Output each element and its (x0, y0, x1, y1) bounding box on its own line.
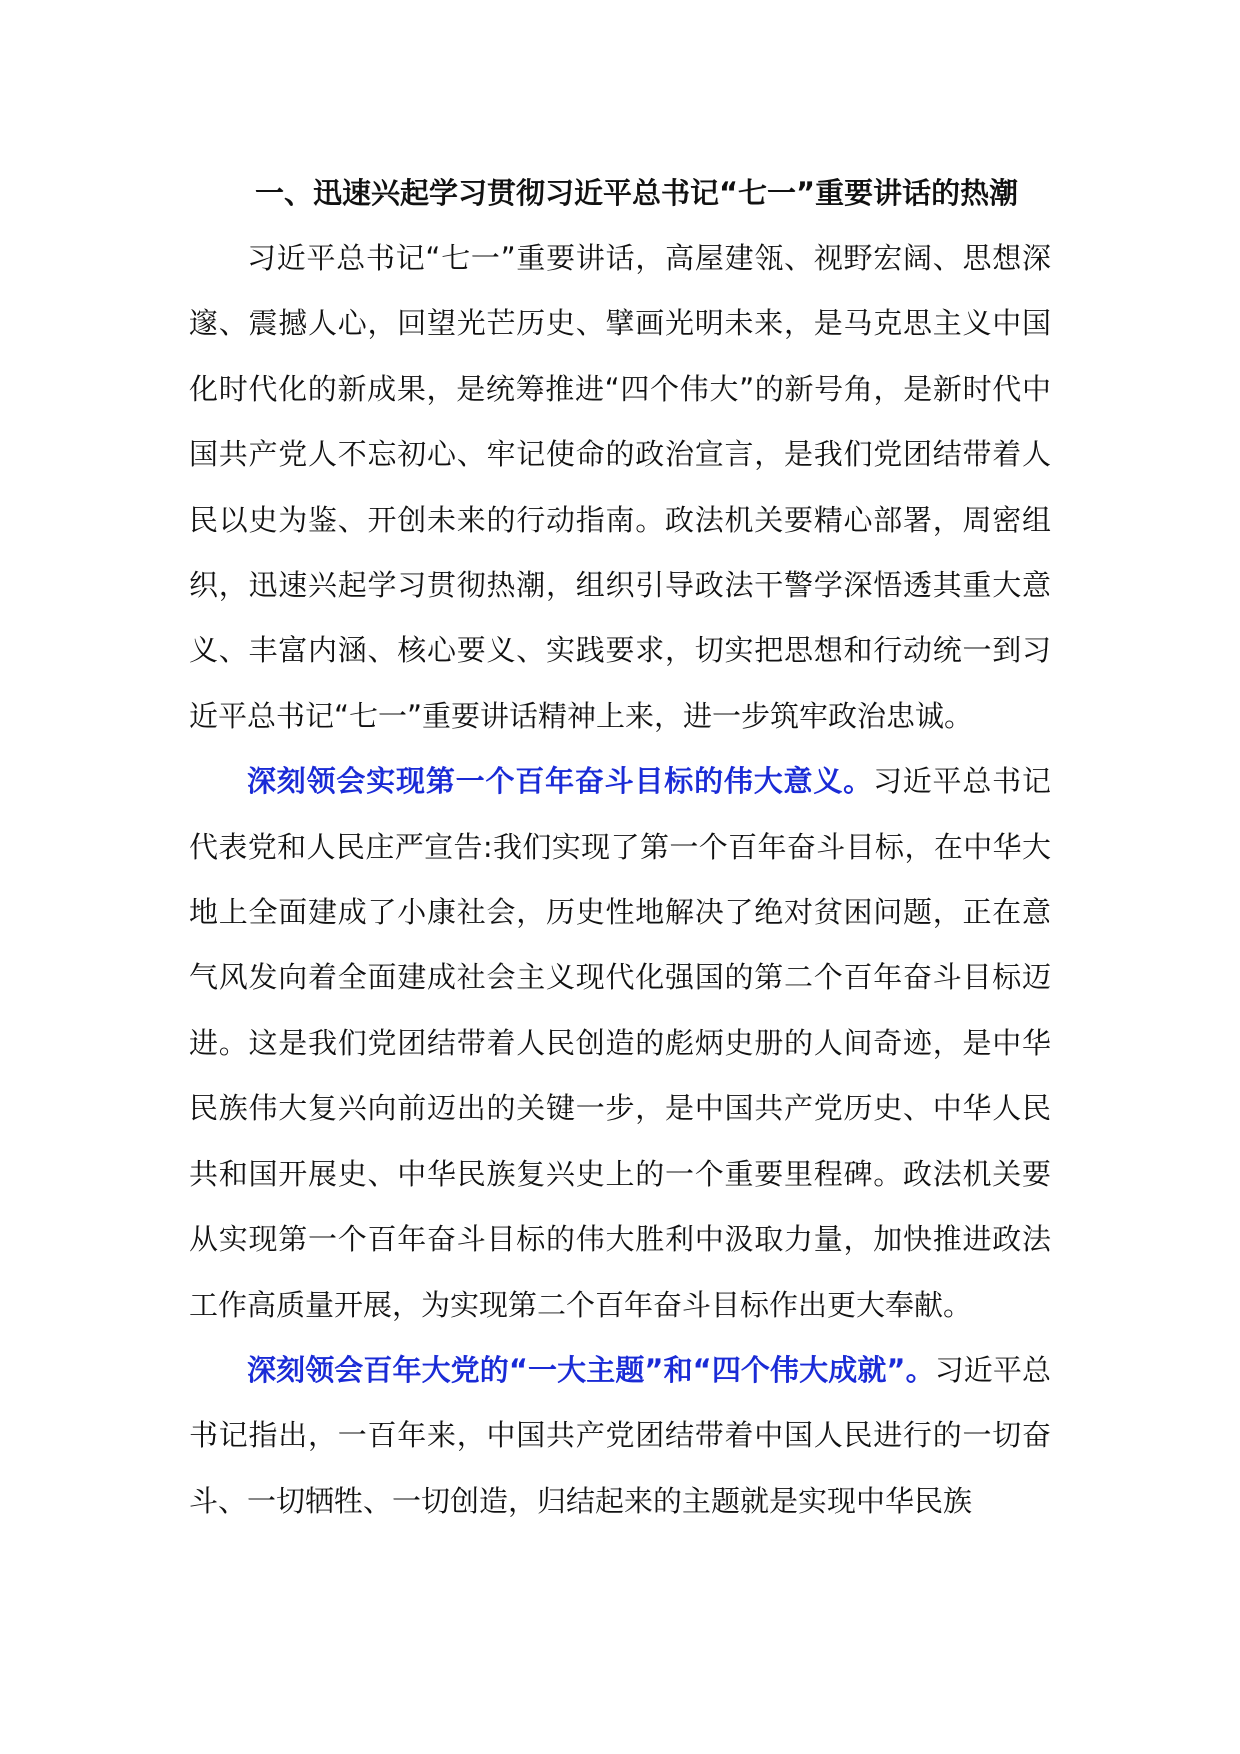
paragraph-text: 习近平总书记代表党和人民庄严宣告:我们实现了第一个百年奋斗目标，在中华大地上全面建成了小康社会，历史性地解决了绝对贫困问题，正在意气风发向着全面建成社会主义现代化强国的第二个百年奋斗目标迈进。这是我们党团结带着人民创造的彪炳史册的人间奇迹，是中华民族伟大复兴向前迈出的关键一步，是中国共产党历史、中华人民共和国开展史、中华民族复兴史上的一个重要里程碑。政法机关要从实现第一个百年奋斗目标的伟大胜利中汲取力量，加快推进政法工作高质量开展，为实现第二个百年奋斗目标作出更大奉献。 (189, 764, 1051, 1322)
document-body (189, 160, 1051, 1534)
paragraph-lead: 深刻领会百年大党的“一大主题”和“四个伟大成就”。 (247, 1352, 935, 1387)
paragraph-lead: 深刻领会实现第一个百年奋斗目标的伟大意义。 (247, 764, 873, 799)
paragraph-2 (189, 749, 1051, 1338)
section-heading: 一、迅速兴起学习贯彻习近平总书记“七一”重要讲话的热潮 (255, 176, 1019, 210)
paragraph-1 (189, 226, 1051, 749)
paragraph-text: 习近平总书记指出，一百年来，中国共产党团结带着中国人民进行的一切奋斗、一切牺牲、一切创造，归结起来的主题就是实现中华民族 (189, 1352, 1051, 1518)
paragraph-3 (189, 1338, 1051, 1534)
paragraph-text: 习近平总书记“七一”重要讲话，高屋建瓴、视野宏阔、思想深邃、震撼人心，回望光芒历史、擘画光明未来，是马克思主义中国化时代化的新成果，是统筹推进“四个伟大”的新号角，是新时代中国共产党人不忘初心、牢记使命的政治宣言，是我们党团结带着人民以史为鉴、开创未来的行动指南。政法机关要精心部署，周密组织，迅速兴起学习贯彻热潮，组织引导政法干警学深悟透其重大意义、丰富内涵、核心要义、实践要求，切实把思想和行动统一到习近平总书记“七一”重要讲话精神上来，进一步筑牢政治忠诚。 (189, 241, 1051, 733)
